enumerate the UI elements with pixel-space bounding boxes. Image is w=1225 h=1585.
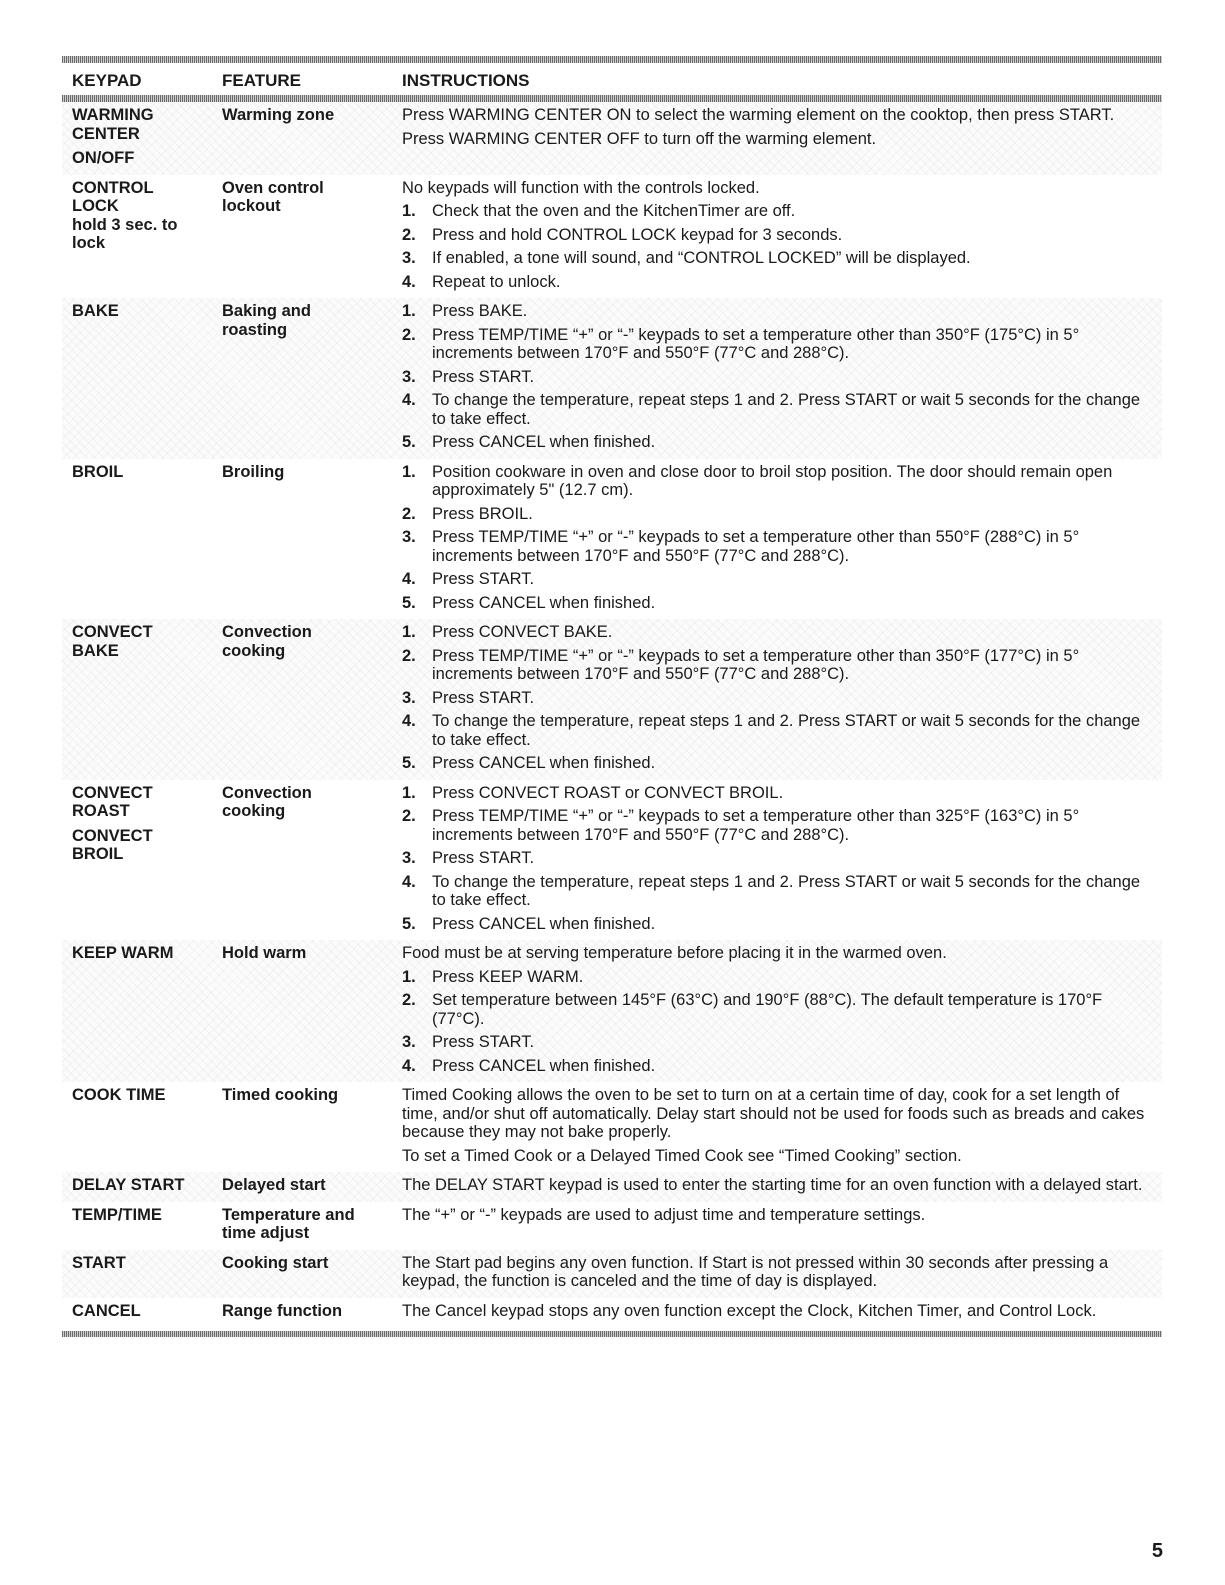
instruction-text: No keypads will function with the controls locked. [402,178,760,197]
step-number: 2. [402,225,416,244]
keypad-name: BAKE [72,302,119,320]
step-text: Press START. [432,570,535,588]
step-text: Press BROIL. [432,504,533,523]
step-number: 3. [402,1033,416,1051]
keypad-cell [72,623,222,773]
keypad-name: TEMP/TIME [72,1205,162,1224]
keypad-cell [72,106,222,168]
step-text: If enabled, a tone will sound, and “CONTROL LOCKED” will be displayed. [432,249,971,267]
step-text: Press START. [432,688,535,707]
instruction-step [402,391,1154,428]
instruction-step [402,1033,1154,1052]
step-number: 1. [402,623,416,641]
step-number: 4. [402,872,416,891]
instructions-cell [392,106,1162,168]
keypad-feature-table [62,56,1162,1337]
keypad-cell [72,302,222,452]
instruction-text: The Start pad begins any oven function. If Start is not pressed within 30 seconds after pressing a keypad, the function is canceled and the time of day is displayed. [402,1253,1109,1290]
header-feature: FEATURE [222,71,302,90]
keypad-name: START [72,1253,126,1272]
instructions-cell [392,1086,1162,1165]
instructions-cell [392,463,1162,613]
instructions-cell [392,1206,1162,1243]
instruction-step [402,754,1154,773]
instruction-step [402,226,1154,245]
keypad-name: CONVECT BROIL [72,826,153,863]
instruction-step [402,807,1154,844]
feature-cell: Broiling [222,462,285,481]
step-number: 3. [402,528,416,546]
table-row [62,175,1162,299]
instruction-text: The Cancel keypad stops any oven function except the Clock, Kitchen Timer, and Control Lock. [402,1301,1097,1320]
top-rule [62,56,1162,63]
instructions-cell [392,784,1162,934]
instruction-text: Timed Cooking allows the oven to be set to turn on at a certain time of day, cook for a set length of time, and/or shut off automatically. Delay start should not be used for foods such as breads and cakes because they may not bake properly. [402,1086,1145,1141]
step-text: Press CANCEL when finished. [432,754,656,772]
feature-cell: Delayed start [222,1176,326,1194]
instructions-cell [392,944,1162,1075]
keypad-cell [72,1176,222,1195]
step-number: 4. [402,1056,416,1075]
step-number: 1. [402,302,416,320]
table-row [62,459,1162,620]
feature-cell: Baking and roasting [222,302,311,339]
table-row [62,940,1162,1082]
table-row [62,780,1162,941]
step-text: Press CONVECT ROAST or CONVECT BROIL. [432,783,784,802]
step-text: Press START. [432,1033,535,1051]
step-number: 1. [402,462,416,481]
instruction-step [402,202,1154,221]
step-text: Press TEMP/TIME “+” or “-” keypads to set a temperature other than 350°F (177°C) in 5° increments between 170°F and 550°F (77°C and 288°C). [432,646,1080,683]
keypad-cell [72,944,222,1075]
table-row [62,1250,1162,1298]
step-text: Repeat to unlock. [432,272,561,291]
step-number: 5. [402,754,416,772]
header-rule [62,95,1162,102]
step-number: 4. [402,391,416,409]
instruction-steps [402,302,1154,452]
feature-cell: Temperature and time adjust [222,1205,355,1242]
step-number: 2. [402,646,416,665]
step-text: Press BAKE. [432,302,528,320]
keypad-name: BROIL [72,462,124,481]
step-number: 5. [402,914,416,933]
feature-cell: Cooking start [222,1253,329,1272]
feature-cell: Hold warm [222,944,307,962]
instruction-step [402,689,1154,708]
step-text: Press CANCEL when finished. [432,593,656,612]
header-keypad: KEYPAD [72,71,142,90]
step-number: 1. [402,967,416,986]
table-row [62,102,1162,175]
instructions-cell [392,179,1162,292]
keypad-cell [72,1086,222,1165]
instruction-step [402,302,1154,321]
keypad-name: CONVECT BAKE [72,623,153,660]
feature-cell: Timed cooking [222,1086,339,1104]
instruction-step [402,647,1154,684]
table-row [62,1298,1162,1328]
instruction-step [402,712,1154,749]
step-number: 4. [402,712,416,730]
step-text: To change the temperature, repeat steps 1 and 2. Press START or wait 5 seconds for the change to take effect. [432,391,1141,428]
keypad-name: CANCEL [72,1301,141,1320]
table-row [62,298,1162,459]
keypad-name: CONTROL LOCK hold 3 sec. to lock [72,178,178,252]
instruction-step [402,849,1154,868]
instructions-cell [392,1176,1162,1195]
keypad-name: KEEP WARM [72,944,174,962]
instruction-text: Press WARMING CENTER OFF to turn off the warming element. [402,129,877,148]
step-number: 5. [402,593,416,612]
instruction-step [402,368,1154,387]
step-number: 3. [402,249,416,267]
step-text: Press CANCEL when finished. [432,1056,656,1075]
instruction-step [402,528,1154,565]
step-number: 3. [402,367,416,386]
instructions-cell [392,623,1162,773]
instruction-step [402,249,1154,268]
instruction-step [402,915,1154,934]
step-text: Set temperature between 145°F (63°C) and 190°F (88°C). The default temperature is 170°F (77°C). [432,991,1103,1028]
feature-cell: Warming zone [222,106,335,124]
step-text: Press CANCEL when finished. [432,433,656,451]
step-text: Press START. [432,849,535,867]
table-header [62,63,1162,95]
step-text: Press TEMP/TIME “+” or “-” keypads to set a temperature other than 550°F (288°C) in 5° increments between 170°F and 550°F (77°C and 288°C). [432,528,1080,565]
step-text: Press START. [432,367,535,386]
instruction-text: The “+” or “-” keypads are used to adjust time and temperature settings. [402,1205,926,1224]
step-text: Press CANCEL when finished. [432,914,656,933]
instruction-text: The DELAY START keypad is used to enter the starting time for an oven function with a delayed start. [402,1176,1143,1194]
step-text: Position cookware in oven and close door to broil stop position. The door should remain open approximately 5" (12.7 cm). [432,462,1113,499]
step-text: To change the temperature, repeat steps 1 and 2. Press START or wait 5 seconds for the change to take effect. [432,872,1141,909]
instruction-steps [402,784,1154,934]
feature-cell: Convection cooking [222,783,312,820]
step-text: Press TEMP/TIME “+” or “-” keypads to set a temperature other than 325°F (163°C) in 5° increments between 170°F and 550°F (77°C and 288°C). [432,807,1080,844]
instruction-step [402,1057,1154,1076]
instructions-cell [392,1302,1162,1321]
step-text: Press KEEP WARM. [432,967,584,986]
table-row [62,1082,1162,1172]
step-text: Press TEMP/TIME “+” or “-” keypads to set a temperature other than 350°F (175°C) in 5° increments between 170°F and 550°F (77°C and 288°C). [432,325,1080,362]
instruction-step [402,594,1154,613]
bottom-rule [62,1331,1162,1337]
instruction-text: To set a Timed Cook or a Delayed Timed Cook see “Timed Cooking” section. [402,1146,962,1165]
keypad-cell [72,1254,222,1291]
step-number: 2. [402,325,416,344]
instruction-step [402,784,1154,803]
instructions-cell [392,302,1162,452]
keypad-cell [72,784,222,934]
step-number: 2. [402,807,416,825]
step-number: 5. [402,433,416,451]
instruction-step [402,273,1154,292]
table-row [62,1202,1162,1250]
keypad-cell [72,1302,222,1321]
step-number: 3. [402,688,416,707]
page-number: 5 [1151,1540,1163,1562]
instruction-text: Food must be at serving temperature before placing it in the warmed oven. [402,944,947,962]
step-number: 1. [402,202,416,220]
instruction-step [402,570,1154,589]
step-text: Check that the oven and the KitchenTimer are off. [432,202,796,220]
header-instructions: INSTRUCTIONS [402,71,530,90]
instruction-steps [402,202,1154,291]
keypad-cell [72,463,222,613]
step-number: 4. [402,272,416,291]
feature-cell: Range function [222,1301,343,1320]
instruction-step [402,433,1154,452]
instruction-step [402,968,1154,987]
keypad-name: COOK TIME [72,1086,166,1104]
keypad-name: CONVECT ROAST [72,783,153,820]
table-row [62,619,1162,780]
keypad-cell [72,179,222,292]
instruction-step [402,463,1154,500]
step-number: 2. [402,504,416,523]
keypad-name: DELAY START [72,1176,185,1194]
keypad-name: ON/OFF [72,149,135,167]
instructions-cell [392,1254,1162,1291]
instruction-text: Press WARMING CENTER ON to select the warming element on the cooktop, then press START. [402,106,1115,124]
instruction-step [402,991,1154,1028]
instruction-step [402,505,1154,524]
feature-cell: Convection cooking [222,623,312,660]
instruction-steps [402,463,1154,613]
instruction-steps [402,623,1154,773]
keypad-name: WARMING CENTER [72,106,154,143]
step-text: To change the temperature, repeat steps 1 and 2. Press START or wait 5 seconds for the change to take effect. [432,712,1141,749]
step-number: 1. [402,783,416,802]
instruction-step [402,623,1154,642]
table-body [62,102,1162,1327]
instruction-steps [402,968,1154,1076]
step-number: 2. [402,991,416,1009]
feature-cell: Oven control lockout [222,178,324,215]
table-row [62,1172,1162,1202]
step-text: Press and hold CONTROL LOCK keypad for 3 seconds. [432,225,843,244]
keypad-cell [72,1206,222,1243]
instruction-step [402,873,1154,910]
step-number: 4. [402,570,416,588]
step-text: Press CONVECT BAKE. [432,623,613,641]
step-number: 3. [402,849,416,867]
instruction-step [402,326,1154,363]
